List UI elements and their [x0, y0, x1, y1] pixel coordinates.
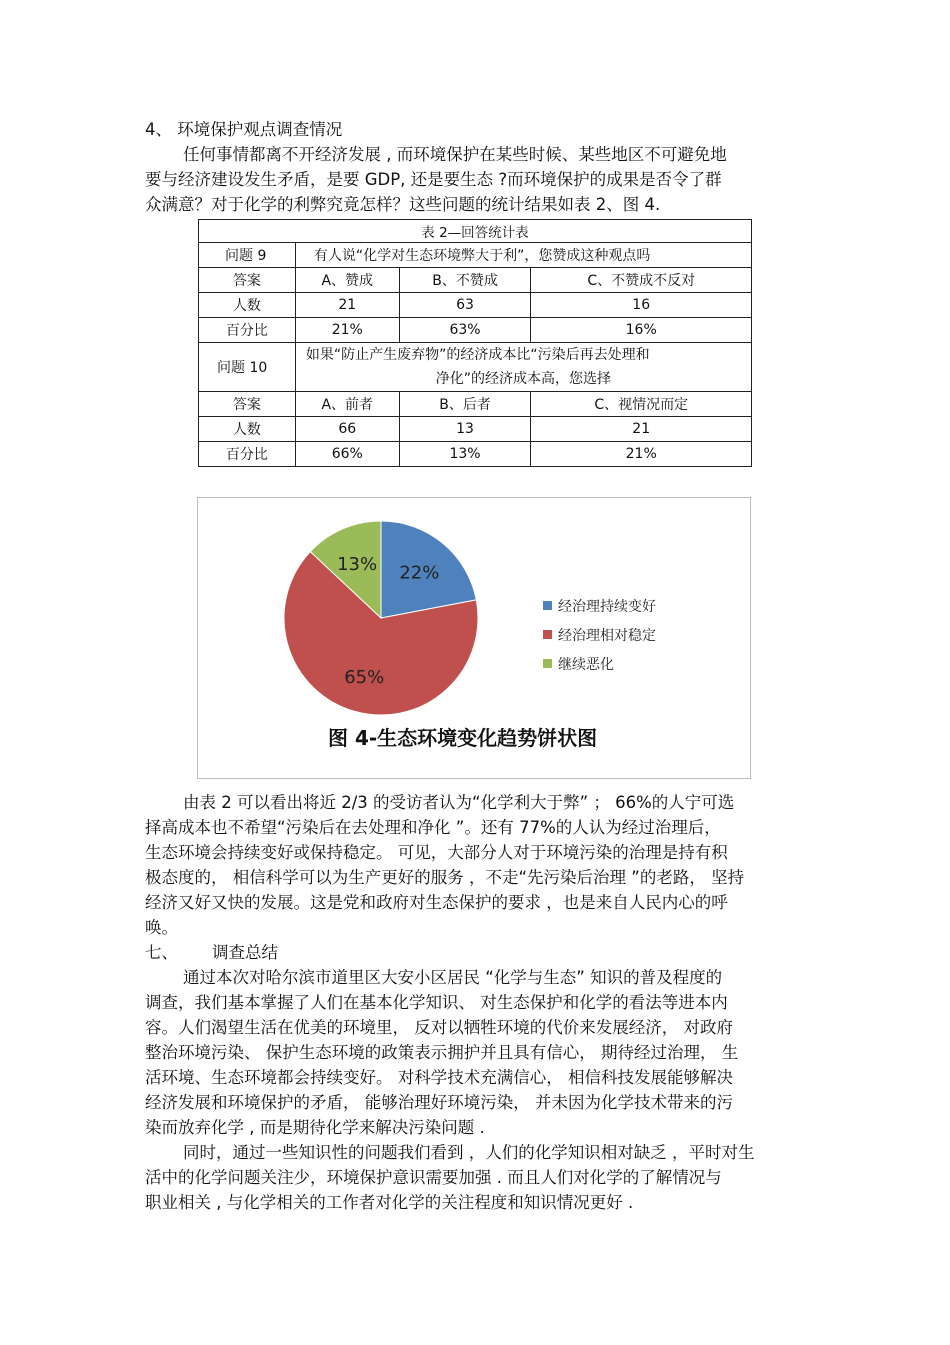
table-row: [199, 392, 752, 417]
legend-label: 经治理相对稳定: [558, 628, 656, 644]
legend-label: 经治理持续变好: [558, 599, 656, 615]
table-cell: C、视情况而定: [531, 392, 752, 417]
table-cell: 21: [295, 293, 399, 318]
table-cell: 21%: [295, 318, 399, 343]
table-row: [199, 268, 752, 293]
paragraph-line: 任何事情都离不开经济发展 , 而环境保护在某些时候、某些地区不可避免地: [183, 145, 727, 164]
table-cell: 21%: [531, 442, 752, 467]
paragraph-line: 容。人们渴望生活在优美的环境里， 反对以牺牲环境的代价来发展经济， 对政府: [145, 1018, 733, 1037]
table-row: [199, 442, 752, 467]
legend-label: 继续恶化: [558, 657, 614, 673]
table-cell: 63%: [399, 318, 531, 343]
paragraph-line: 生态环境会持续变好或保持稳定。 可见，大部分人对于环境污染的治理是持有积: [145, 843, 728, 862]
paragraph-line: 要与经济建设发生矛盾，是要 GDP, 还是要生态 ?而环境保护的成果是否令了群: [145, 170, 722, 189]
table-cell: 16: [531, 293, 752, 318]
paragraph-line: 整治环境污染、 保护生态环境的政策表示拥护并且具有信心， 期待经过治理， 生: [145, 1043, 739, 1062]
row-label: 答案: [199, 268, 296, 293]
question-text: 有人说“化学对生态环境弊大于利”，您赞成这种观点吗: [295, 243, 751, 268]
row-label: 人数: [199, 293, 296, 318]
survey-table: [198, 219, 752, 467]
legend-swatch: [543, 601, 552, 610]
question-text-line: 如果“防止产生废弃物”的经济成本比“污染后再去处理和: [305, 347, 650, 363]
paragraph-line: 唤。: [145, 918, 178, 937]
paragraph-line: 染而放弃化学 , 而是期待化学来解决污染问题 .: [145, 1118, 485, 1137]
paragraph-line: 极态度的， 相信科学可以为生产更好的服务 ，不走“先污染后治理 ”的老路， 坚持: [145, 868, 745, 887]
pie-chart-figure: [197, 497, 751, 779]
section-heading: 4、 环境保护观点调查情况: [145, 120, 343, 139]
slice-label: 22%: [399, 562, 440, 584]
paragraph-line: 调查，我们基本掌握了人们在基本化学知识、 对生态保护和化学的看法等进本内: [145, 993, 728, 1012]
question-text: [295, 343, 751, 392]
legend-swatch: [543, 630, 552, 639]
row-label: 百分比: [199, 442, 296, 467]
table-row: [199, 417, 752, 442]
row-label: 答案: [199, 392, 296, 417]
question-label: 问题 10: [199, 343, 296, 392]
chart-title: 图 4-生态环境变化趋势饼状图: [328, 726, 598, 750]
paragraph-line: 择高成本也不希望“污染后在去处理和净化 ”。还有 77%的人认为经过治理后，: [145, 818, 721, 837]
slice-label: 65%: [344, 666, 385, 688]
table-cell: 13%: [399, 442, 531, 467]
row-label: 百分比: [199, 318, 296, 343]
table-cell: 21: [531, 417, 752, 442]
section-number: 七、: [145, 943, 178, 962]
table-cell: B、不赞成: [399, 268, 531, 293]
table-row: [199, 293, 752, 318]
table-caption: 表 2—回答统计表: [199, 220, 752, 243]
paragraph-line: 由表 2 可以看出将近 2/3 的受访者认为“化学利大于弊” ； 66%的人宁可选: [183, 793, 735, 812]
table-cell: A、前者: [295, 392, 399, 417]
slice-label: 13%: [337, 553, 378, 575]
table-cell: 63: [399, 293, 531, 318]
legend-item: [543, 654, 614, 674]
table-row: [199, 318, 752, 343]
paragraph-line: 通过本次对哈尔滨市道里区大安小区居民 “化学与生态” 知识的普及程度的: [183, 968, 723, 987]
question-label: 问题 9: [199, 243, 296, 268]
legend-item: [543, 596, 656, 616]
paragraph-line: 职业相关 , 与化学相关的工作者对化学的关注程度和知识情况更好 .: [145, 1193, 634, 1212]
legend-swatch: [543, 659, 552, 668]
paragraph-line: 经济发展和环境保护的矛盾， 能够治理好环境污染， 并未因为化学技术带来的污: [145, 1093, 733, 1112]
question-text-line: 净化”的经济成本高，您选择: [435, 371, 612, 387]
legend-item: [543, 625, 656, 645]
table-cell: 16%: [531, 318, 752, 343]
paragraph-line: 活中的化学问题关注少，环境保护意识需要加强 . 而且人们对化学的了解情况与: [145, 1168, 722, 1187]
pie-chart: [198, 498, 750, 718]
row-label: 人数: [199, 417, 296, 442]
paragraph-line: 经济又好又快的发展。这是党和政府对生态保护的要求 ，也是来自人民内心的呼: [145, 893, 728, 912]
paragraph-line: 活环境、生态环境都会持续变好。 对科学技术充满信心， 相信科技发展能够解决: [145, 1068, 733, 1087]
table-cell: 13: [399, 417, 531, 442]
section-heading: 调查总结: [212, 943, 278, 962]
table-cell: B、后者: [399, 392, 531, 417]
table-cell: C、不赞成不反对: [531, 268, 752, 293]
paragraph-line: 同时，通过一些知识性的问题我们看到 ，人们的化学知识相对缺乏 ，平时对生: [183, 1143, 755, 1162]
table-cell: A、赞成: [295, 268, 399, 293]
table-cell: 66%: [295, 442, 399, 467]
paragraph-line: 众满意？对于化学的利弊究竟怎样？这些问题的统计结果如表 2、图 4.: [145, 195, 661, 214]
table-cell: 66: [295, 417, 399, 442]
